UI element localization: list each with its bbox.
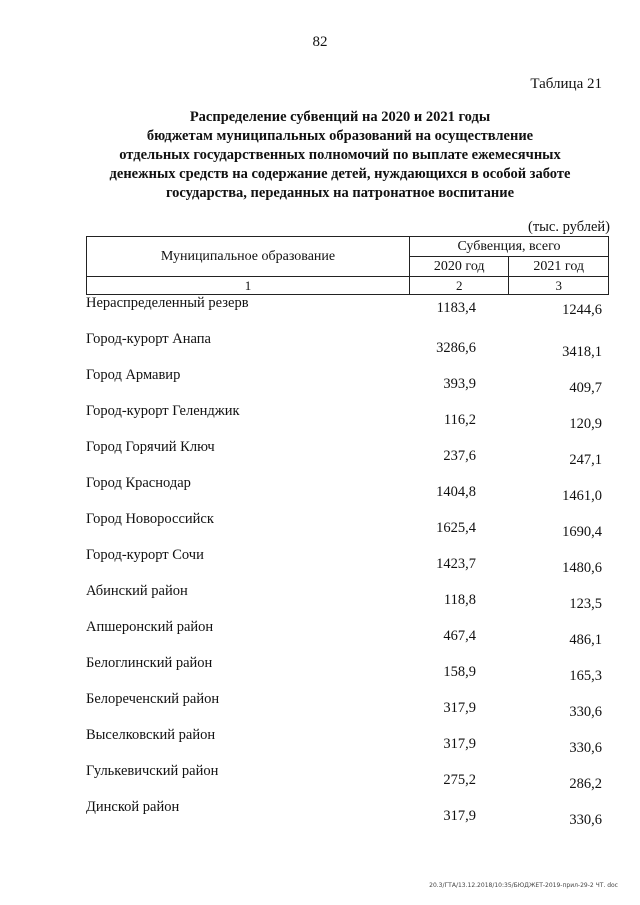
value-2021: 486,1 [569, 632, 602, 648]
municipality-name: Абинский район [86, 583, 188, 599]
municipality-name: Белореченский район [86, 691, 220, 707]
value-2021: 247,1 [569, 452, 602, 468]
table-row [86, 618, 616, 654]
value-2021: 1244,6 [562, 302, 602, 318]
municipality-name: Динской район [86, 799, 180, 815]
table-row [86, 330, 616, 366]
municipality-name: Город-курорт Геленджик [86, 403, 240, 419]
header-year-2021: 2021 год [509, 257, 609, 277]
header-subvention-total: Субвенция, всего [410, 237, 609, 257]
header-municipality: Муниципальное образование [87, 237, 410, 277]
value-2020: 3286,6 [436, 340, 476, 356]
value-2020: 317,9 [443, 808, 476, 824]
value-2021: 1461,0 [562, 488, 602, 504]
table-label: Таблица 21 [530, 76, 602, 92]
value-2020: 1183,4 [436, 300, 476, 316]
value-2020: 158,9 [443, 664, 476, 680]
municipality-name: Выселковский район [86, 727, 216, 743]
table-row [86, 510, 616, 546]
municipality-name: Город-курорт Анапа [86, 331, 211, 347]
title-line: государства, переданных на патронатное воспитание [165, 185, 515, 201]
table-row [86, 762, 616, 798]
municipality-name: Город-курорт Сочи [86, 547, 204, 563]
table-body [86, 294, 616, 834]
title-line: денежных средств на содержание детей, нуждающихся в особой заботе [109, 166, 571, 182]
value-2021: 330,6 [569, 704, 602, 720]
table-row [86, 474, 616, 510]
value-2021: 330,6 [569, 740, 602, 756]
table-row [86, 546, 616, 582]
value-2020: 1625,4 [436, 520, 476, 536]
page-number: 82 [312, 34, 328, 50]
municipality-name: Апшеронский район [86, 619, 214, 635]
header-col-number: 2 [410, 277, 509, 295]
value-2021: 409,7 [569, 380, 602, 396]
value-2020: 275,2 [443, 772, 476, 788]
value-2021: 1690,4 [562, 524, 602, 540]
value-2020: 1404,8 [436, 484, 476, 500]
value-2020: 118,8 [443, 592, 476, 608]
value-2020: 317,9 [443, 700, 476, 716]
footer-code: 20.3/ГТА/13.12.2018/10:35/БЮДЖЕТ-2019-прил-29-2 ЧТ. doc [429, 882, 618, 889]
municipality-name: Город Армавир [86, 367, 181, 383]
municipality-name: Белоглинский район [86, 655, 213, 671]
value-2020: 393,9 [443, 376, 476, 392]
value-2020: 237,6 [443, 448, 476, 464]
table-row [86, 294, 616, 330]
table-row [86, 654, 616, 690]
municipality-name: Город Краснодар [86, 475, 191, 491]
title-line: Распределение субвенций на 2020 и 2021 годы [189, 109, 491, 125]
value-2021: 123,5 [569, 596, 602, 612]
municipality-name: Гулькевичский район [86, 763, 219, 779]
value-2020: 1423,7 [436, 556, 476, 572]
table-row [86, 690, 616, 726]
header-col-number: 1 [87, 277, 410, 295]
title-line: отдельных государственных полномочий по выплате ежемесячных [119, 147, 561, 163]
units-label: (тыс. рублей) [528, 219, 610, 235]
table-row [86, 582, 616, 618]
document-title [80, 108, 600, 203]
title-line: бюджетам муниципальных образований на осуществление [146, 128, 534, 144]
municipality-name: Город Горячий Ключ [86, 439, 215, 455]
table-header [86, 236, 609, 295]
value-2020: 467,4 [443, 628, 476, 644]
table-row [86, 726, 616, 762]
header-year-2020: 2020 год [410, 257, 509, 277]
table-row [86, 438, 616, 474]
table-row [86, 402, 616, 438]
value-2021: 1480,6 [562, 560, 602, 576]
value-2021: 165,3 [569, 668, 602, 684]
municipality-name: Город Новороссийск [86, 511, 214, 527]
municipality-name: Нераспределенный резерв [86, 295, 249, 311]
value-2021: 330,6 [569, 812, 602, 828]
table-row [86, 366, 616, 402]
header-col-number: 3 [509, 277, 609, 295]
value-2020: 116,2 [443, 412, 476, 428]
value-2020: 317,9 [443, 736, 476, 752]
value-2021: 3418,1 [562, 344, 602, 360]
table-row [86, 798, 616, 834]
value-2021: 286,2 [569, 776, 602, 792]
value-2021: 120,9 [569, 416, 602, 432]
